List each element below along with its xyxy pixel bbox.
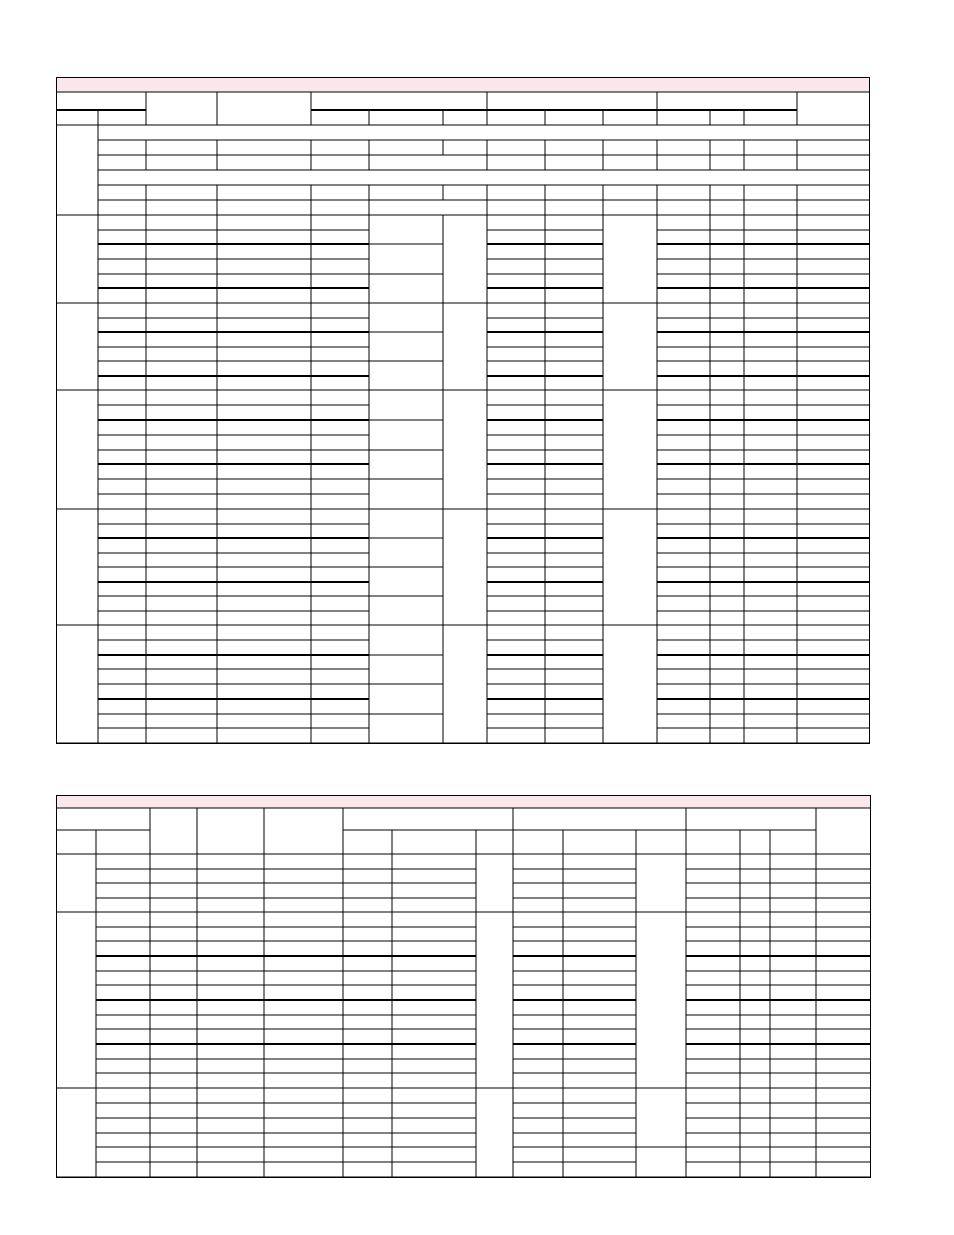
table-border — [57, 78, 870, 744]
header-band — [57, 796, 870, 808]
table-2 — [56, 795, 873, 1180]
header-band — [57, 78, 869, 92]
table-1-grid — [56, 77, 872, 747]
table-1 — [56, 77, 872, 747]
table-border — [57, 796, 871, 1178]
table-2-grid — [56, 795, 873, 1180]
